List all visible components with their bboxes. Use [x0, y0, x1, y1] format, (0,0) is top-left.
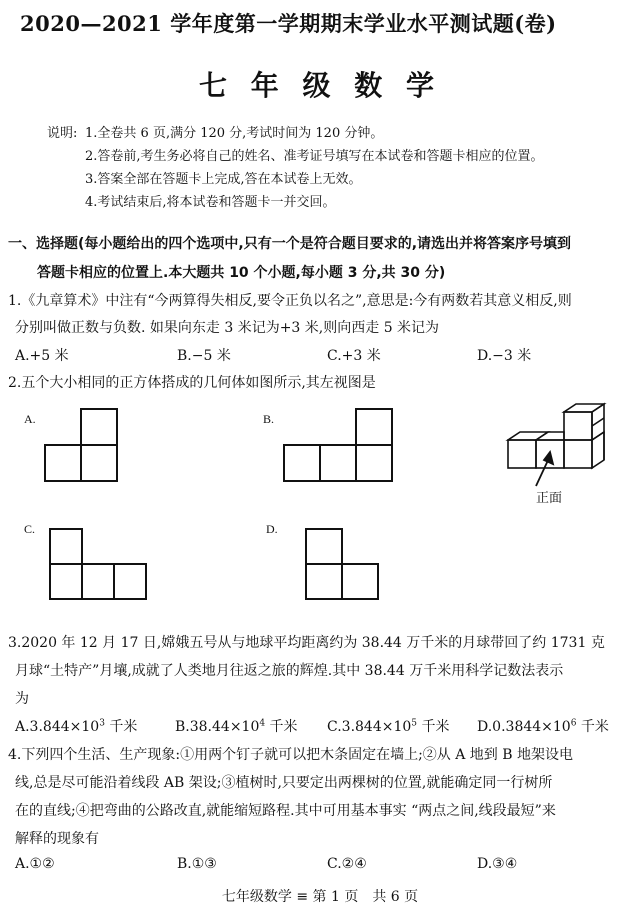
q2-option-d-label: D. — [266, 522, 278, 536]
q2-stem: 2.五个大小相同的正方体搭成的几何体如图所示,其左视图是 — [8, 375, 376, 391]
q2-option-a-figure — [40, 408, 150, 490]
q4-option-c: C.②④ — [327, 856, 367, 872]
q1-option-c: C.+3 米 — [327, 348, 381, 364]
subject-title: 七 年 级 数 学 — [199, 69, 441, 102]
instruction-item-2: 2.答卷前,考生务必将自己的姓名、准考证号填写在本试卷和答题卡相应的位置。 — [85, 149, 544, 164]
q3-option-d: $D.0.3844\times 10^6$ 千米 — [477, 718, 609, 735]
q2-option-c-figure — [44, 528, 154, 604]
instruction-item-4: 4.考试结束后,将本试卷和答题卡一并交回。 — [85, 195, 336, 210]
q3-line2: 月球“土特产”月壤,成就了人类地月往返之旅的辉煌.其中 38.44 万千米用科学记数法表示 — [15, 663, 564, 679]
q2-option-c-label: C. — [24, 522, 36, 536]
section1-heading-line1: 一、选择题(每小题给出的四个选项中,只有一个是符合题目要求的,请选出并将答案序号填到 — [8, 236, 572, 252]
q1-line2: 分别叫做正数与负数. 如果向东走 3 米记为+3 米,则向西走 5 米记为 — [15, 320, 440, 336]
exam-title: 2020—2021 学年度第一学期期末学业水平测试题(卷) — [20, 11, 557, 36]
q3-option-b: $B.38.44\times 10^4$ 千米 — [175, 718, 298, 735]
q2-front-label: 正面 — [536, 491, 563, 506]
q2-option-a-label: A. — [24, 412, 36, 426]
q4-line2: 线,总是尽可能沿着线段 AB 架设;③植树时,只要定出两棵树的位置,就能确定同一行树所 — [15, 775, 553, 791]
q4-line1: 4.下列四个生活、生产现象:①用两个钉子就可以把木条固定在墙上;②从 A 地到 B 地架设电 — [8, 747, 573, 763]
q3-line1: 3.2020 年 12 月 17 日,嫦娥五号从与地球平均距离约为 38.44 万千米的月球带回了约 1731 克 — [8, 635, 605, 651]
q1-line1: 1.《九章算术》中注有“今两算得失相反,要令正负以名之”,意思是:今有两数若其意义相反,则 — [8, 293, 572, 309]
instruction-item-1: 1.全卷共 6 页,满分 120 分,考试时间为 120 分钟。 — [85, 126, 384, 141]
q3-line3: 为 — [15, 691, 29, 707]
q2-option-b-label: B. — [263, 412, 275, 426]
page-footer: 七年级数学 ≡ 第 1 页 共 6 页 — [221, 889, 419, 905]
instruction-item-3: 3.答案全部在答题卡上完成,答在本试卷上无效。 — [85, 172, 362, 187]
q2-option-b-figure — [280, 408, 400, 490]
q1-option-a: A.+5 米 — [15, 348, 69, 364]
q1-option-d: D.−3 米 — [477, 348, 532, 364]
q4-line4: 解释的现象有 — [15, 831, 99, 847]
q4-line3: 在的直线;④把弯曲的公路改直,就能缩短路程.其中可用基本事实 “两点之间,线段最短”来 — [15, 803, 556, 819]
q2-option-d-figure — [300, 528, 390, 604]
q4-option-d: D.③④ — [477, 856, 518, 872]
instructions-label: 说明: — [47, 126, 78, 141]
q3-option-a: $A.3.844\times 10^3$ 千米 — [15, 718, 138, 735]
q3-option-c: $C.3.844\times 10^5$ 千米 — [327, 718, 450, 735]
q4-option-a: A.①② — [15, 856, 55, 872]
q1-option-b: B.−5 米 — [177, 348, 231, 364]
section1-heading-line2: 答题卡相应的位置上.本大题共 10 个小题,每小题 3 分,共 30 分) — [37, 265, 446, 281]
q4-option-b: B.①③ — [177, 856, 217, 872]
